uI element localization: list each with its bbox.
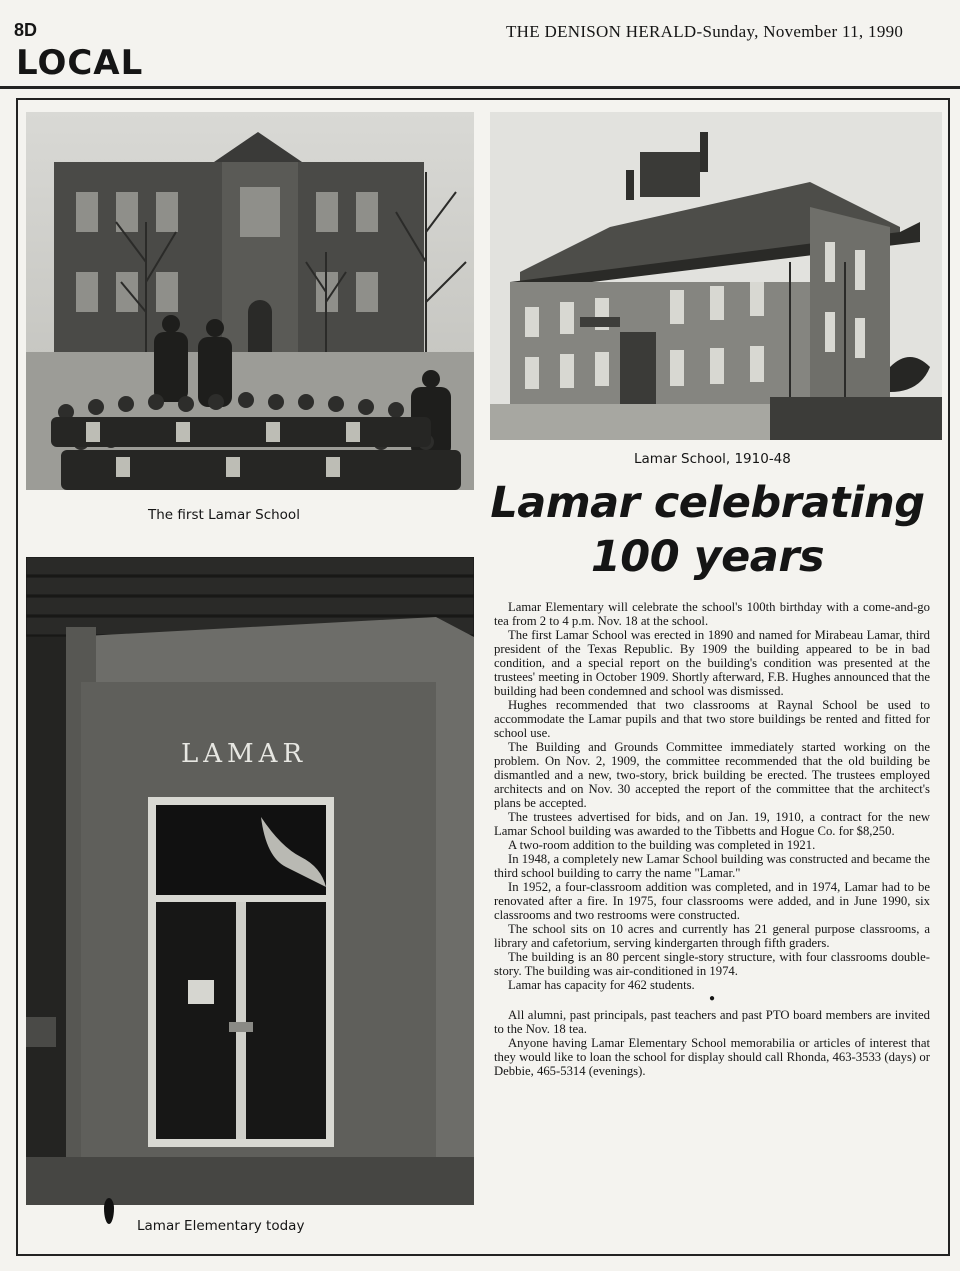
article-paragraph: The first Lamar School was erected in 1890 and named for Mirabeau Lamar, third president of the Texas Republic. By 1909 the building appeared to be in bad condition, and a special report on the building's condition was presented at the trustees' meeting in October 1909. Shortly afterward, F.B. Hughes announced that the building had been condemned and school was dismissed.	[494, 628, 930, 698]
article-paragraph: Hughes recommended that two classrooms at Raynal School be used to accommodate the Lamar pupils and that two store buildings be rented and fitted for school use.	[494, 698, 930, 740]
lamar-school-1910-caption: Lamar School, 1910-48	[634, 451, 791, 467]
article-paragraph: A two-room addition to the building was completed in 1921.	[508, 838, 816, 852]
lamar-door-sign: LAMAR	[181, 739, 308, 769]
headline-line-2: 100 years	[590, 532, 825, 582]
article-paragraph: Lamar has capacity for 462 students.	[508, 978, 695, 992]
article-paragraph: In 1952, a four-classroom addition was completed, and in 1974, Lamar had to be renovated after a fire. In 1975, four classrooms were added, and in June 1990, six classrooms and two restrooms were constructed.	[494, 880, 930, 922]
article-paragraph: The trustees advertised for bids, and on Jan. 19, 1910, a contract for the new Lamar School building was awarded to the Tibbetts and Hogue Co. for $8,250.	[494, 810, 930, 838]
headline-line-1: Lamar celebrating	[490, 478, 925, 528]
article-paragraph: The Building and Grounds Committee immediately started working on the problem. On Nov. 2, 1909, the committee recommended that the old building be dismantled and a new, two-story, brick building be erected. The trustees employed architects and on Nov. 30 accepted the report of the committee that the architect's plans be accepted.	[494, 740, 930, 810]
article-paragraph: The building is an 80 percent single-story structure, with four classrooms double-story. The building was air-conditioned in 1974.	[494, 950, 930, 978]
lamar-school-1910-photo	[490, 112, 942, 440]
masthead: THE DENISON HERALD-Sunday, November 11, 1990	[506, 22, 904, 41]
page-number: 8D	[14, 20, 38, 40]
bullet-separator-icon: ●	[708, 993, 716, 1004]
first-lamar-school-photo	[26, 112, 474, 490]
first-lamar-school-caption: The first Lamar School	[148, 507, 300, 523]
lamar-elementary-today-caption: Lamar Elementary today	[137, 1218, 305, 1234]
article-body	[494, 600, 930, 1078]
article-paragraph: The school sits on 10 acres and currently has 21 general purpose classrooms, a library and cafetorium, serving kindergarten through fifth graders.	[494, 922, 930, 950]
invitation-paragraph: All alumni, past principals, past teachers and past PTO board members are invited to the Nov. 18 tea.	[494, 1008, 930, 1036]
lamar-elementary-today-photo	[26, 557, 474, 1205]
article-paragraph: In 1948, a completely new Lamar School building was constructed and became the third school building to carry the name "Lamar."	[494, 852, 930, 880]
article-paragraph: Lamar Elementary will celebrate the school's 100th birthday with a come-and-go tea from 2 to 4 p.m. Nov. 18 at the school.	[494, 600, 930, 628]
section-title: LOCAL	[16, 43, 144, 83]
headline	[485, 476, 930, 584]
invitation-paragraph: Anyone having Lamar Elementary School memorabilia or articles of interest that they would like to loan the school for display should call Rhonda, 463-3533 (days) or Debbie, 465-5314 (evenings).	[494, 1036, 930, 1078]
header-rule	[0, 86, 960, 89]
